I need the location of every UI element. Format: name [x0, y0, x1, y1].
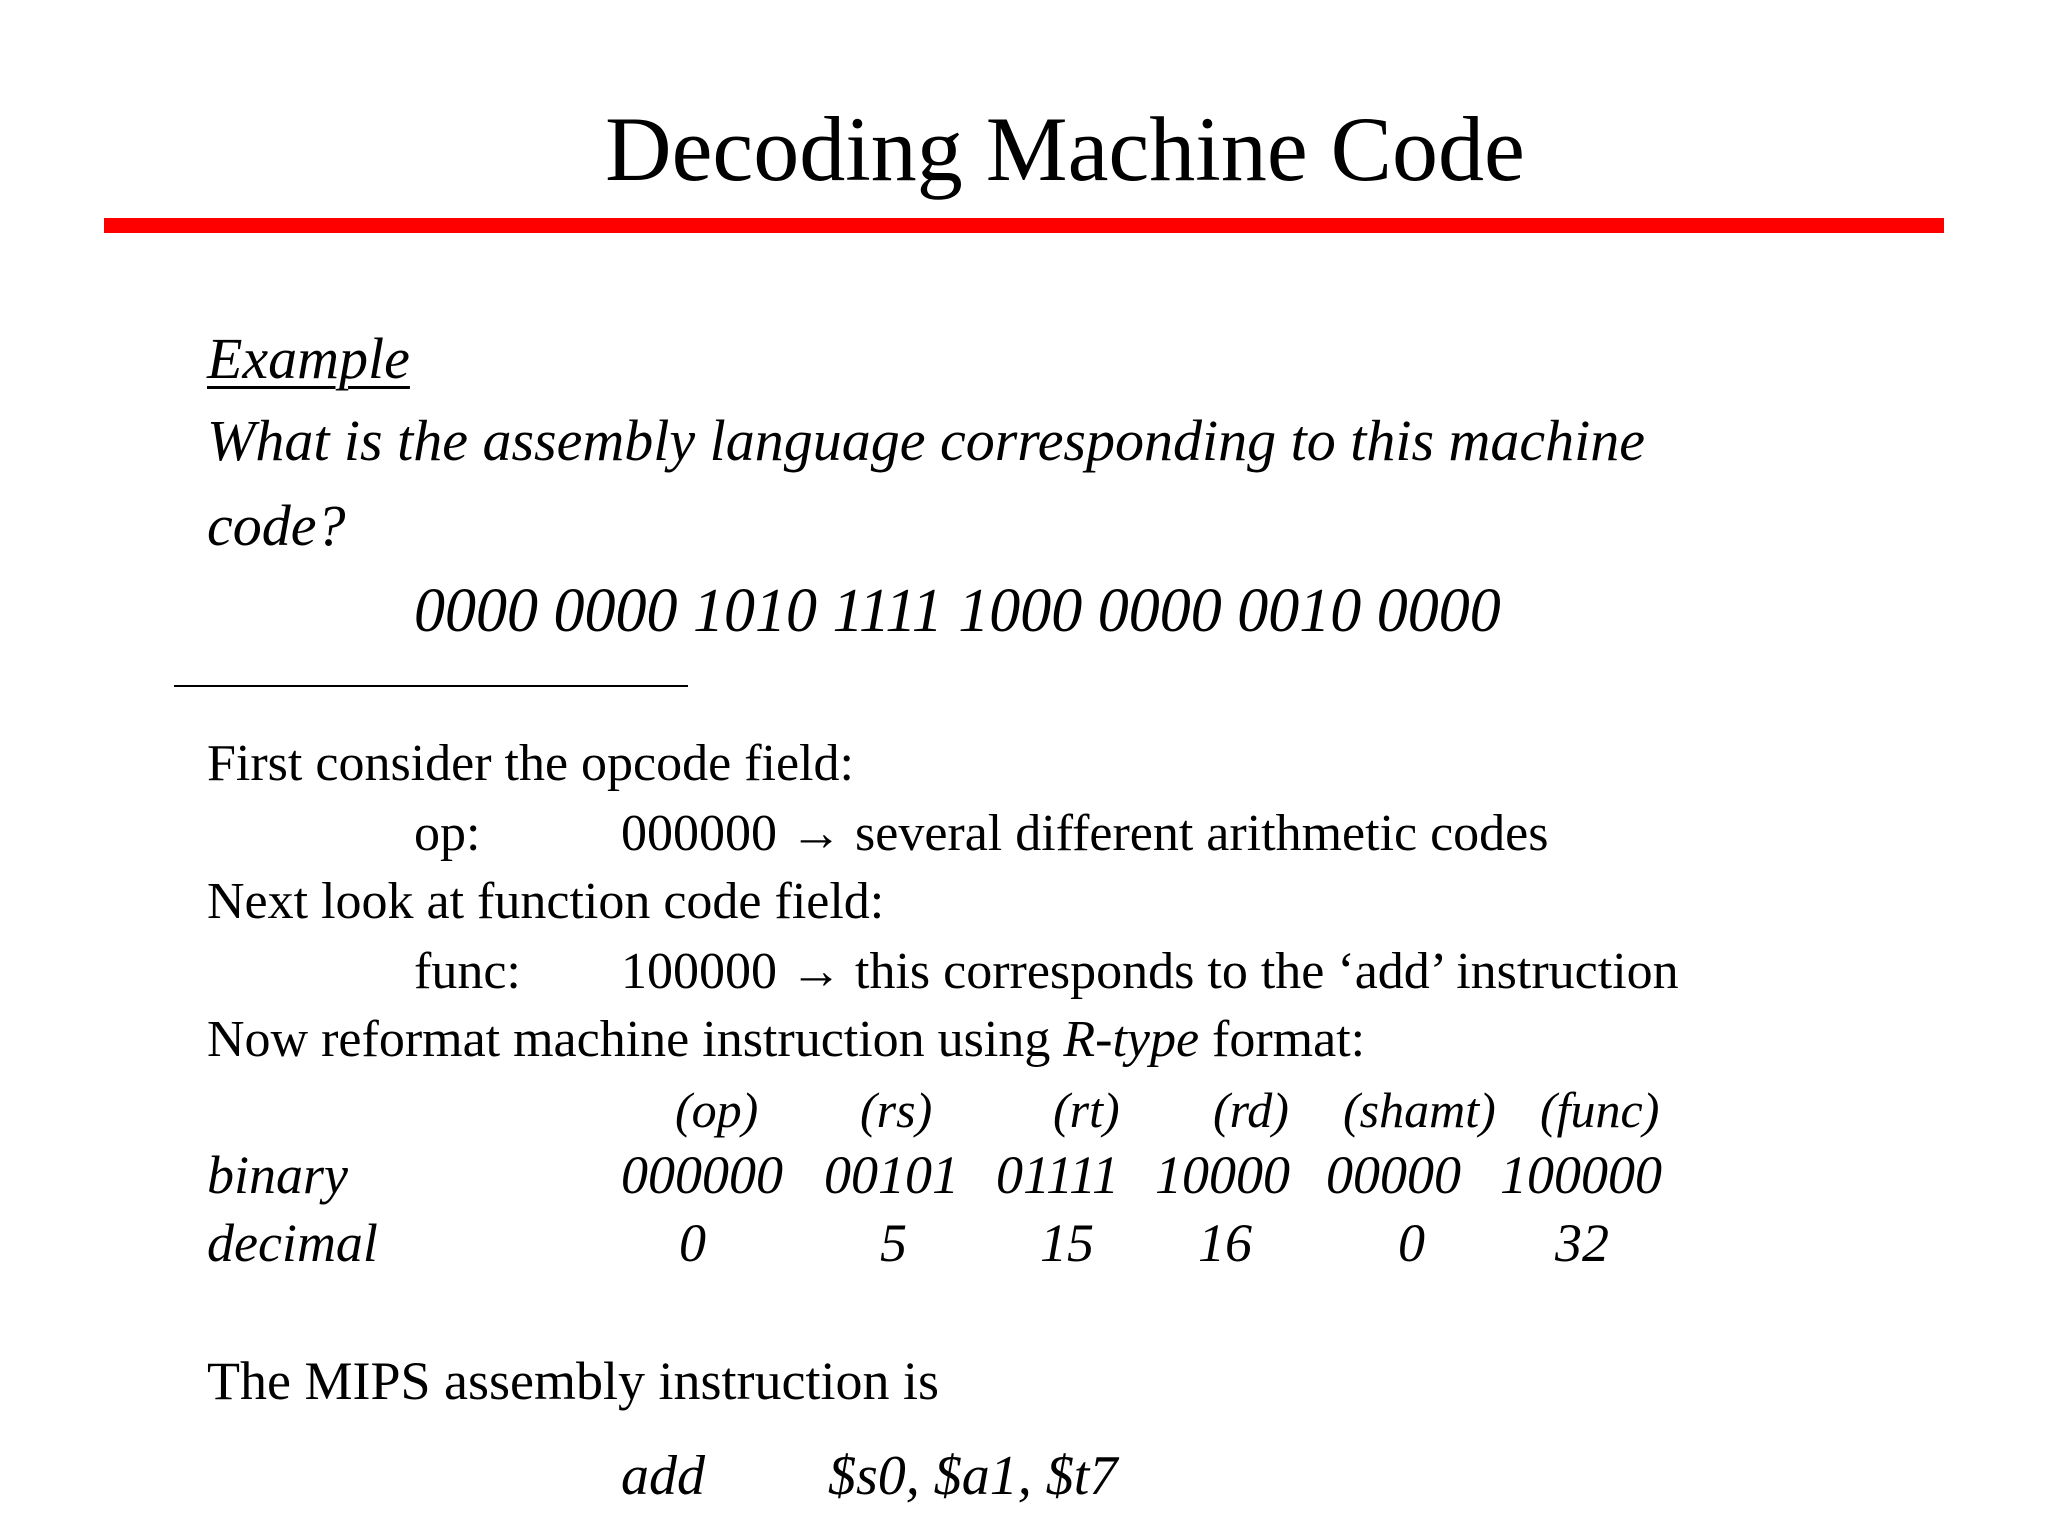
func-line — [621, 943, 1679, 1000]
decimal-func: 32 — [1555, 1213, 1609, 1273]
question-line-2: code? — [207, 493, 346, 558]
decimal-rt: 15 — [1040, 1213, 1094, 1273]
col-header-op: (op) — [675, 1082, 759, 1138]
asm-mnemonic: add — [621, 1445, 705, 1507]
op-value: 000000 — [621, 805, 777, 862]
col-header-shamt: (shamt) — [1343, 1082, 1496, 1138]
reformat-line — [207, 1011, 1366, 1068]
machine-code: 0000 0000 1010 1111 1000 0000 0010 0000 — [414, 577, 1501, 645]
op-note: several different arithmetic codes — [855, 805, 1549, 862]
reformat-prefix: Now reformat machine instruction using — [207, 1011, 1064, 1068]
decimal-rd: 16 — [1198, 1213, 1252, 1273]
func-label: func: — [414, 943, 521, 1000]
arrow-right-icon: → — [790, 943, 842, 1000]
func-note: this corresponds to the ‘add’ instruction — [855, 943, 1679, 1000]
separator-rule — [174, 685, 688, 687]
reformat-rtype: R-type — [1063, 1011, 1200, 1068]
binary-rs: 00101 — [824, 1145, 959, 1205]
col-header-rd: (rd) — [1213, 1082, 1289, 1138]
binary-op: 000000 — [621, 1145, 783, 1205]
opcode-intro: First consider the opcode field: — [207, 735, 854, 792]
reformat-suffix: format: — [1199, 1011, 1366, 1068]
binary-shamt: 00000 — [1326, 1145, 1461, 1205]
title-underline-bar — [104, 218, 1944, 233]
decimal-rs: 5 — [880, 1213, 907, 1273]
col-header-func: (func) — [1540, 1082, 1660, 1138]
col-header-rs: (rs) — [860, 1082, 933, 1138]
op-line — [621, 805, 1549, 862]
col-header-rt: (rt) — [1053, 1082, 1120, 1138]
conclusion-text: The MIPS assembly instruction is — [207, 1351, 939, 1411]
binary-rd: 10000 — [1155, 1145, 1290, 1205]
op-label: op: — [414, 805, 481, 862]
example-label: Example — [207, 326, 410, 391]
binary-func: 100000 — [1500, 1145, 1662, 1205]
binary-label: binary — [207, 1145, 348, 1205]
decimal-label: decimal — [207, 1213, 378, 1273]
func-intro: Next look at function code field: — [207, 873, 885, 930]
arrow-right-icon: → — [790, 805, 842, 862]
asm-operands: $s0, $a1, $t7 — [828, 1445, 1118, 1507]
binary-rt: 01111 — [996, 1145, 1119, 1205]
func-value: 100000 — [621, 943, 777, 1000]
decimal-op: 0 — [679, 1213, 706, 1273]
slide-title: Decoding Machine Code — [605, 98, 1525, 200]
question-line-1: What is the assembly language corresponding to this machine — [207, 408, 1646, 473]
decimal-shamt: 0 — [1398, 1213, 1425, 1273]
